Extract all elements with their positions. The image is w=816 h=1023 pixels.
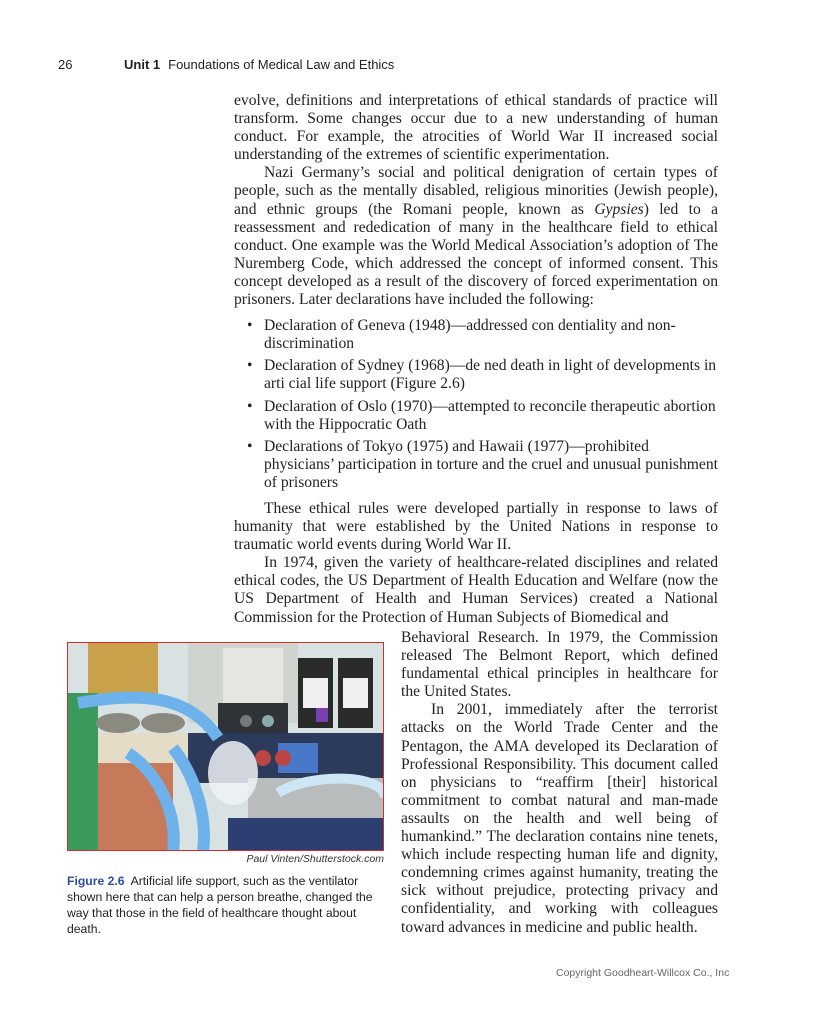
list-item: • Declaration of Geneva (1948)—addressed con dentiality and non-discrimination: [264, 317, 718, 353]
photo-credit: Paul Vinten/Shutterstock.com: [246, 853, 384, 865]
paragraph: Nazi Germany’s social and political denigration of certain types of people, such as the mentally disabled, religious minorities (Jewish people), and ethnic groups (the Romani people, known as Gypsies) led to a reassessment and rededication of many in the healthcare field to ethical conduct. One example was the World Medical Association’s adoption of The Nuremberg Code, which addressed the concept of informed consent. This concept developed as a result of the discovery of forced experimentation on prisoners. Later declarations have included the following:: [234, 164, 718, 309]
main-column: [234, 92, 718, 627]
italic-term: Gypsies: [594, 200, 644, 218]
copyright-footer: Copyright Goodheart-Willcox Co., Inc: [556, 967, 730, 979]
figure-image: [67, 642, 384, 851]
page-number: 26: [58, 57, 73, 72]
unit-title: Foundations of Medical Law and Ethics: [168, 57, 395, 72]
paragraph: These ethical rules were developed partially in response to laws of humanity that were established by the United Nations in response to traumatic world events during World War II.: [234, 499, 718, 554]
list-item: • Declarations of Tokyo (1975) and Hawaii (1977)—prohibited physicians’ participation in torture and the cruel and unusual punishment of prisoners: [264, 438, 718, 492]
running-header: [58, 57, 394, 72]
narrow-column: [401, 629, 718, 937]
declarations-list: [234, 317, 718, 492]
paragraph: Behavioral Research. In 1979, the Commission released The Belmont Report, which defined fundamental ethical principles in healthcare for the United States.: [401, 629, 718, 701]
list-item: • Declaration of Oslo (1970)—attempted to reconcile therapeutic abortion with the Hippocratic Oath: [264, 398, 718, 434]
ventilator-illustration-icon: [68, 643, 384, 851]
list-item: • Declaration of Sydney (1968)—de ned death in light of developments in arti cial life support (Figure 2.6): [264, 357, 718, 393]
paragraph: In 2001, immediately after the terrorist attacks on the World Trade Center and the Pentagon, the AMA developed its Declaration of Professional Responsibility. This document called on physicians to “reaffirm [their] historical commitment to combat natural and man-made assaults on the health and well being of humankind.” The declaration contains nine tenets, which include respecting human life and dignity, condemning crimes against humanity, treating the sick without prejudice, protecting privacy and confidentiality, and working with colleagues toward advances in medicine and public health.: [401, 701, 718, 936]
caption-text: Artificial life support, such as the ventilator shown here that can help a person breathe, changed the way that those in the field of healthcare thought about death.: [67, 874, 373, 936]
unit-label: Unit 1: [124, 57, 161, 72]
figure-caption: [67, 873, 389, 937]
paragraph: In 1974, given the variety of healthcare-related disciplines and related ethical codes, the US Department of Health Education and Welfare (now the US Department of Health and Human Services) created a National Commission for the Protection of Human Subjects of Biomedical and: [234, 554, 718, 626]
figure-label: Figure 2.6: [67, 874, 125, 888]
paragraph: evolve, definitions and interpretations of ethical standards of practice will transform. Some changes occur due to a new understanding of human conduct. For example, the atrocities of World War II increased social understanding of the extremes of scientific experimentation.: [234, 92, 718, 164]
